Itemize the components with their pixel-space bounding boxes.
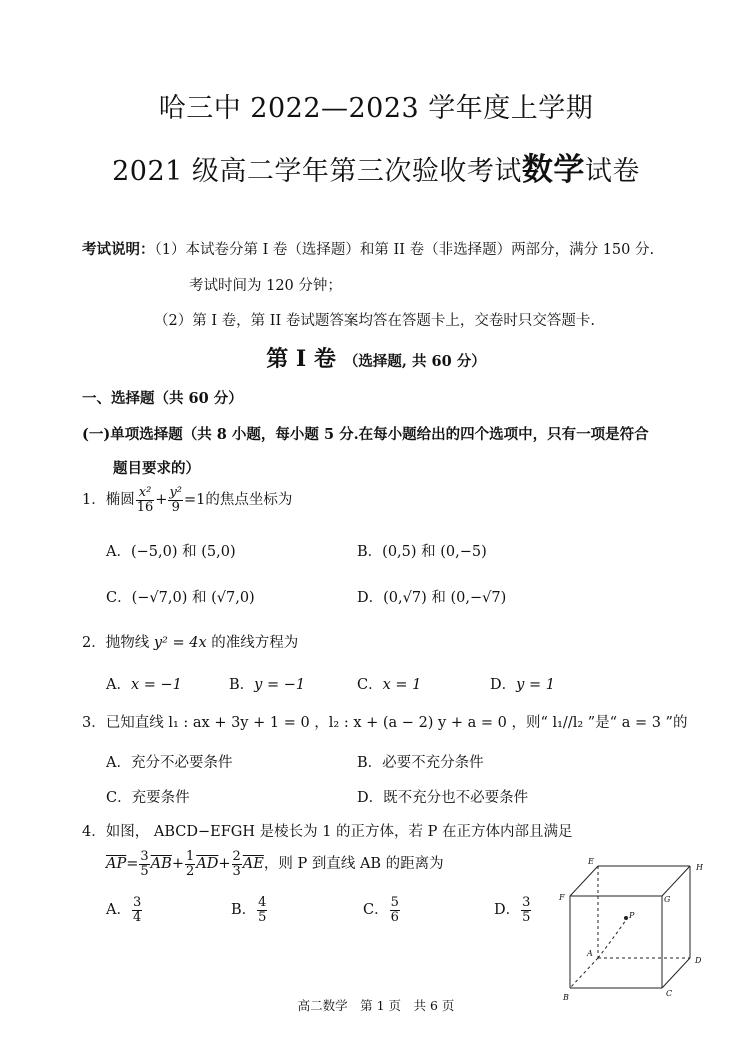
q4-option-a [106, 896, 143, 924]
segment-ap [598, 920, 626, 958]
q2-option-d [490, 673, 555, 694]
fraction-numerator: 3 [140, 849, 149, 864]
fraction-numerator: 3 [132, 895, 142, 910]
instructions-item-2: （2）第 I 卷，第 II 卷试题答案均答在答题卡上，交卷时只交答题卡. [154, 313, 595, 329]
option-text: y = 1 [516, 677, 555, 693]
question-3 [82, 711, 687, 732]
option-label: D． [357, 790, 384, 806]
fraction-denominator: 5 [140, 863, 149, 879]
q2-option-a [106, 673, 182, 694]
question-4-line-2 [106, 850, 444, 878]
option-text: (−√7,0) 和 (√7,0) [131, 590, 255, 606]
question-4-line-2-suffix: ，则 P 到直线 AB 的距离为 [263, 856, 444, 873]
fraction-x2-16 [136, 486, 155, 514]
q4-option-c [363, 896, 401, 924]
equals-sign: = [126, 856, 139, 873]
page-footer: 高二数学 第 1 页 共 6 页 [297, 998, 455, 1013]
label-a: A [587, 949, 593, 958]
question-2-formula: y² = 4x [153, 635, 207, 651]
point-p [624, 916, 628, 920]
title-line-1: 哈三中 2022—2023 学年度上学期 [158, 93, 594, 124]
instructions-line-1 [82, 238, 654, 259]
q1-option-b [357, 540, 487, 561]
label-b: B [563, 993, 569, 1002]
question-4-text: 如图， ABCD−EFGH 是棱长为 1 的正方体，若 P 在正方体内部且满足 [105, 824, 573, 840]
label-d: D [695, 956, 702, 965]
subsection-heading-line-1: (一)单项选择题（共 8 小题，每小题 5 分.在每小题给出的四个选项中，只有一项是符合 [82, 426, 649, 443]
fraction-denominator: 5 [522, 909, 531, 925]
option-fraction [132, 896, 142, 924]
question-2-prefix: 抛物线 [105, 635, 150, 651]
q1-option-a [106, 540, 236, 561]
option-text: 充要条件 [131, 790, 190, 806]
option-text: 既不充分也不必要条件 [383, 790, 529, 806]
fraction-denominator: 2 [185, 863, 195, 879]
cube-figure [550, 850, 720, 1010]
q3-option-a [106, 751, 232, 772]
option-text: (0,5) 和 (0,−5) [382, 544, 487, 560]
label-h: H [696, 863, 703, 872]
label-e: E [588, 857, 594, 866]
option-fraction [257, 896, 267, 924]
q1-option-d [357, 586, 506, 607]
option-label: A． [106, 902, 131, 919]
option-label: A． [106, 755, 131, 771]
fraction-denominator: 16 [136, 499, 154, 515]
instructions-item-1-cont: 考试时间为 120 分钟； [189, 278, 342, 294]
option-text: x = −1 [130, 677, 182, 693]
option-text: y = −1 [254, 677, 306, 693]
q3-option-b [357, 751, 484, 772]
option-label: A． [106, 544, 131, 560]
subsection-heading-line-2: 题目要求的） [113, 460, 200, 477]
option-label: D． [490, 677, 517, 693]
fraction-3-5 [139, 850, 149, 878]
question-1-suffix: 的焦点坐标为 [205, 492, 293, 509]
fraction-denominator: 9 [171, 499, 180, 515]
instructions-label: 考试说明： [82, 241, 155, 258]
option-label: A． [106, 677, 131, 693]
section-heading: 一、选择题（共 60 分） [82, 390, 243, 407]
fraction-numerator: 2 [232, 849, 241, 864]
fraction-numerator: 5 [390, 895, 399, 910]
question-2-number: 2． [82, 635, 106, 651]
title-line-2-suffix: 试卷 [584, 156, 640, 187]
volume-subtitle: （选择题, 共 60 分） [343, 353, 486, 370]
q4-option-d [494, 896, 532, 924]
option-label: D． [357, 590, 384, 606]
fraction-numerator: x² [138, 485, 152, 500]
option-label: C． [357, 677, 383, 693]
q1-option-c [106, 586, 255, 607]
option-text: (0,√7) 和 (0,−√7) [383, 590, 507, 606]
option-label: B． [357, 544, 383, 560]
option-label: C． [363, 902, 389, 919]
q2-option-b [229, 673, 305, 694]
edge-ef [570, 866, 598, 896]
option-label: C． [106, 790, 132, 806]
option-label: C． [106, 590, 132, 606]
plus-sign: + [171, 856, 184, 873]
fraction-1-2 [185, 850, 195, 878]
q4-option-b [231, 896, 268, 924]
fraction-numerator: 4 [258, 895, 267, 910]
title-subject: 数学 [521, 152, 585, 188]
option-label: D． [494, 902, 521, 919]
fraction-y2-9 [168, 486, 183, 514]
edge-dc [662, 958, 690, 988]
fraction-2-3 [232, 850, 242, 878]
q3-option-c [106, 786, 190, 807]
option-text: x = 1 [382, 677, 422, 693]
question-1-prefix: 椭圆 [105, 492, 135, 509]
fraction-denominator: 3 [232, 863, 241, 879]
question-4-number: 4． [82, 824, 106, 840]
vector-ad: $\overline{AD}$ [196, 856, 219, 873]
volume-title: 第 I 卷 [266, 346, 336, 372]
plus-sign: + [155, 492, 168, 509]
fraction-numerator: y² [169, 485, 182, 500]
fraction-numerator: 1 [185, 849, 195, 864]
label-c: C [666, 989, 673, 998]
option-fraction [390, 896, 400, 924]
title-line-2-prefix: 2021 级高二学年第三次验收考试 [112, 156, 522, 187]
vector-ae: $\overline{AE}$ [242, 856, 264, 873]
option-label: B． [231, 902, 257, 919]
edge-hg [662, 866, 690, 896]
vector-ab: $\overline{AB}$ [150, 856, 172, 873]
option-text: 充分不必要条件 [130, 755, 233, 771]
label-f: F [559, 893, 565, 902]
fraction-denominator: 5 [258, 909, 267, 925]
question-4-line-1 [82, 820, 573, 841]
option-fraction [521, 896, 531, 924]
label-g: G [664, 895, 671, 904]
option-text: 必要不充分条件 [382, 755, 484, 771]
q2-option-c [357, 673, 421, 694]
option-label: B． [229, 677, 255, 693]
question-2 [82, 631, 298, 652]
question-3-text: 已知直线 l₁ : ax + 3y + 1 = 0 ，l₂ : x + (a − 2) y + a = 0 ，则“ l₁//l₂ ”是“ a = 3 ”的 [105, 715, 688, 731]
option-text: (−5,0) 和 (5,0) [130, 544, 236, 560]
edge-ab [570, 958, 598, 988]
question-1-number: 1． [82, 492, 106, 509]
fraction-numerator: 3 [522, 895, 531, 910]
fraction-denominator: 4 [132, 909, 142, 925]
label-p: P [629, 911, 635, 920]
title-line-2 [0, 144, 752, 189]
equals-one: =1 [184, 492, 206, 509]
question-2-suffix: 的准线方程为 [211, 635, 299, 651]
question-1 [82, 486, 292, 514]
q3-option-d [357, 786, 528, 807]
volume-heading [0, 342, 752, 373]
option-label: B． [357, 755, 383, 771]
question-3-number: 3． [82, 715, 106, 731]
instructions-item-1: （1）本试卷分第 I 卷（选择题）和第 II 卷（非选择题）两部分，满分 150 分. [154, 242, 655, 258]
plus-sign: + [218, 856, 231, 873]
vector-ap: $\overline{AP}$ [106, 856, 127, 873]
fraction-denominator: 6 [390, 909, 399, 925]
